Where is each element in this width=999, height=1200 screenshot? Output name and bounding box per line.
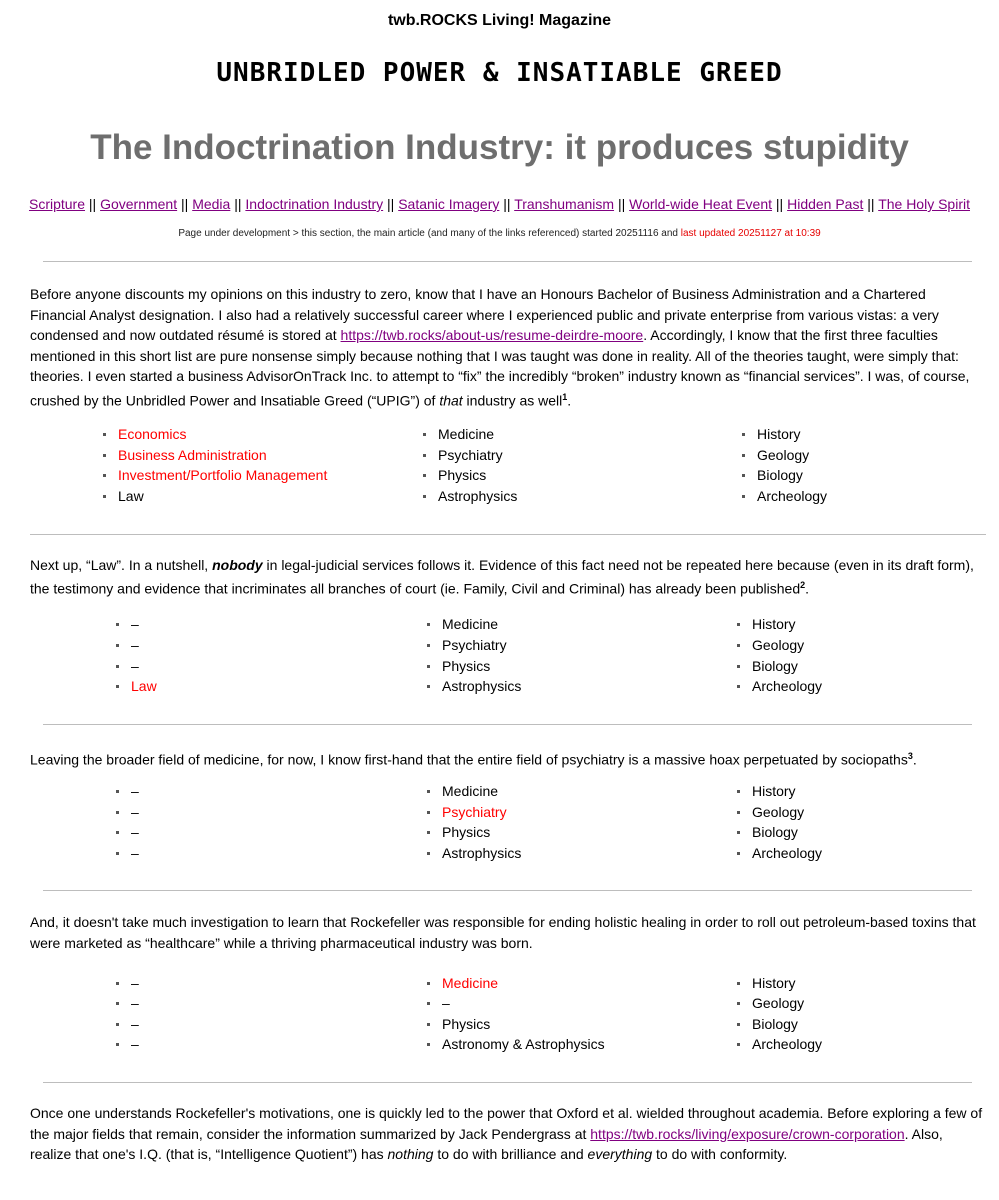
list-item: Geology	[738, 445, 827, 466]
faculty-list-science	[419, 424, 738, 506]
intro-paragraph: Before anyone discounts my opinions on this industry to zero, know that I have an Honours Bachelor of Business Administration and a Chartered Financial Analyst designation. I also had a relatively successful career where I experienced public and private enterprise from various vistas: a very condensed and now outdated résumé is stored at https://twb.rocks/about-us/resume-deirdre-moore. Accordingly, I know that the first three faculties mentioned in this short list are pure nonsense simply because nothing that I was taught was done in reality. All of the theories taught, were simply that: theories. I even started a business AdvisorOnTrack Inc. to attempt to “fix” the incredibly “broken” industry known as “financial services”. I was, of course, crushed by the Unbridled Power and Insatiable Greed (“UPIG”) of that industry as well$^1$.	[30, 286, 970, 409]
list-item: Psychiatry	[423, 802, 733, 823]
faculty-list-science	[423, 614, 733, 696]
list-item: Physics	[423, 1014, 733, 1035]
nav-link-hidden-past[interactable]: Hidden Past	[787, 196, 864, 212]
footnote-ref[interactable]: 2	[800, 580, 806, 591]
list-item: –	[112, 822, 423, 843]
list-item: Law	[112, 676, 423, 697]
list-item: Geology	[733, 993, 822, 1014]
list-item: Psychiatry	[423, 635, 733, 656]
list-item: Physics	[423, 822, 733, 843]
list-item: History	[733, 781, 822, 802]
list-item: –	[112, 993, 423, 1014]
page-title: The Indoctrination Industry: it produces stupidity	[90, 128, 909, 167]
nav-link-holy-spirit[interactable]: The Holy Spirit	[878, 196, 970, 212]
psychiatry-paragraph: Leaving the broader field of medicine, for now, I know first-hand that the entire field of psychiatry is a massive hoax perpetuated by sociopaths$^3$.	[30, 750, 917, 768]
faculty-list-science	[423, 781, 733, 863]
faculty-list-business	[99, 424, 419, 506]
list-item: Medicine	[423, 973, 733, 994]
nav-separator: ||	[617, 196, 626, 212]
list-item: Geology	[733, 802, 822, 823]
nav-separator: ||	[387, 196, 395, 212]
site-masthead: twb.ROCKS Living! Magazine	[387, 12, 612, 29]
nav-separator: ||	[775, 196, 784, 212]
list-item: Biology	[733, 1014, 822, 1035]
list-item: History	[733, 614, 822, 635]
list-item: –	[112, 802, 423, 823]
nav-link-satanic-imagery[interactable]: Satanic Imagery	[398, 196, 500, 212]
nav-link-indoctrination-industry[interactable]: Indoctrination Industry	[245, 196, 384, 212]
nav-link-media[interactable]: Media	[192, 196, 231, 212]
list-item: History	[733, 973, 822, 994]
faculty-list-history	[733, 973, 822, 1055]
faculty-list-history	[733, 614, 822, 696]
section-nav	[0, 196, 999, 212]
list-item: Physics	[419, 465, 738, 486]
resume-link[interactable]: https://twb.rocks/about-us/resume-deirdre-moore	[340, 327, 644, 344]
footnote-ref[interactable]: 3	[907, 750, 913, 761]
faculty-lists	[0, 781, 999, 863]
last-updated-note: last updated 20251127 at 10:39	[680, 228, 821, 239]
list-item: –	[112, 781, 423, 802]
list-item: Astrophysics	[423, 676, 733, 697]
development-note	[0, 228, 999, 239]
list-item: Biology	[733, 822, 822, 843]
list-item: Astronomy & Astrophysics	[423, 1034, 733, 1055]
nav-link-scripture[interactable]: Scripture	[28, 196, 86, 212]
section-divider	[30, 534, 986, 535]
list-item: Archeology	[733, 843, 822, 864]
list-item: Biology	[733, 656, 822, 677]
list-item: –	[112, 614, 423, 635]
section-divider	[43, 1082, 972, 1083]
medicine-paragraph: And, it doesn't take much investigation to learn that Rockefeller was responsible for ending holistic healing in order to roll out petroleum-based toxins that were marketed as “healthcare” while a thriving pharmaceutical industry was born.	[30, 914, 976, 952]
nav-separator: ||	[181, 196, 189, 212]
nav-separator: ||	[234, 196, 242, 212]
nav-separator: ||	[88, 196, 97, 212]
list-item: Physics	[423, 656, 733, 677]
law-paragraph: Next up, “Law”. In a nutshell, nobody in legal-judicial services follows it. Evidence of this fact need not be repeated here because (even in its draft form), the testimony and evidence that incriminates all branches of court (ie. Family, Civil and Criminal) has already been published$^2$.	[30, 556, 974, 597]
list-item: Medicine	[423, 781, 733, 802]
list-item: –	[112, 1034, 423, 1055]
list-item: Archeology	[733, 676, 822, 697]
section-divider	[43, 890, 972, 891]
site-banner: UNBRIDLED POWER & INSATIABLE GREED	[216, 58, 783, 88]
development-note-text: Page under development > this section, the main article (and many of the links referenced) started 20251116 and	[178, 228, 678, 239]
list-item: –	[112, 973, 423, 994]
list-item: History	[738, 424, 827, 445]
list-item: Medicine	[423, 614, 733, 635]
list-item: Astrophysics	[419, 486, 738, 507]
faculty-list-business	[112, 614, 423, 696]
footnote-ref[interactable]: 1	[562, 391, 568, 402]
list-item: –	[112, 656, 423, 677]
faculty-lists	[0, 973, 999, 1055]
faculty-list-business	[112, 781, 423, 863]
list-item: –	[112, 635, 423, 656]
list-item: Biology	[738, 465, 827, 486]
rockefeller-paragraph: Once one understands Rockefeller's motivations, one is quickly led to the power that Oxford et al. wielded throughout academia. Before exploring a few of the major fields that remain, consider the information summarized by Jack Pendergrass at https://twb.rocks/living/exposure/crown-corporation. Also, realize that one's I.Q. (that is, “Intelligence Quotient”) has nothing to do with brilliance and everything to do with conformity.	[30, 1105, 983, 1163]
faculty-lists	[0, 424, 999, 506]
list-item: Law	[99, 486, 419, 507]
list-item: Economics	[99, 424, 419, 445]
nav-separator: ||	[503, 196, 511, 212]
section-divider	[43, 261, 972, 262]
list-item: Medicine	[419, 424, 738, 445]
crown-corporation-link[interactable]: https://twb.rocks/living/exposure/crown-corporation	[590, 1125, 905, 1142]
list-item: –	[112, 843, 423, 864]
nav-link-heat-event[interactable]: World-wide Heat Event	[629, 196, 773, 212]
faculty-lists	[0, 614, 999, 696]
nav-link-government[interactable]: Government	[100, 196, 178, 212]
list-item: Investment/Portfolio Management	[99, 465, 419, 486]
list-item: Geology	[733, 635, 822, 656]
list-item: Archeology	[733, 1034, 822, 1055]
faculty-list-science	[423, 973, 733, 1055]
nav-link-transhumanism[interactable]: Transhumanism	[514, 196, 615, 212]
list-item: –	[423, 993, 733, 1014]
faculty-list-history	[733, 781, 822, 863]
list-item: Astrophysics	[423, 843, 733, 864]
faculty-list-business	[112, 973, 423, 1055]
list-item: Business Administration	[99, 445, 419, 466]
faculty-list-history	[738, 424, 827, 506]
list-item: Archeology	[738, 486, 827, 507]
list-item: Psychiatry	[419, 445, 738, 466]
section-divider	[43, 724, 972, 725]
nav-separator: ||	[867, 196, 875, 212]
list-item: –	[112, 1014, 423, 1035]
